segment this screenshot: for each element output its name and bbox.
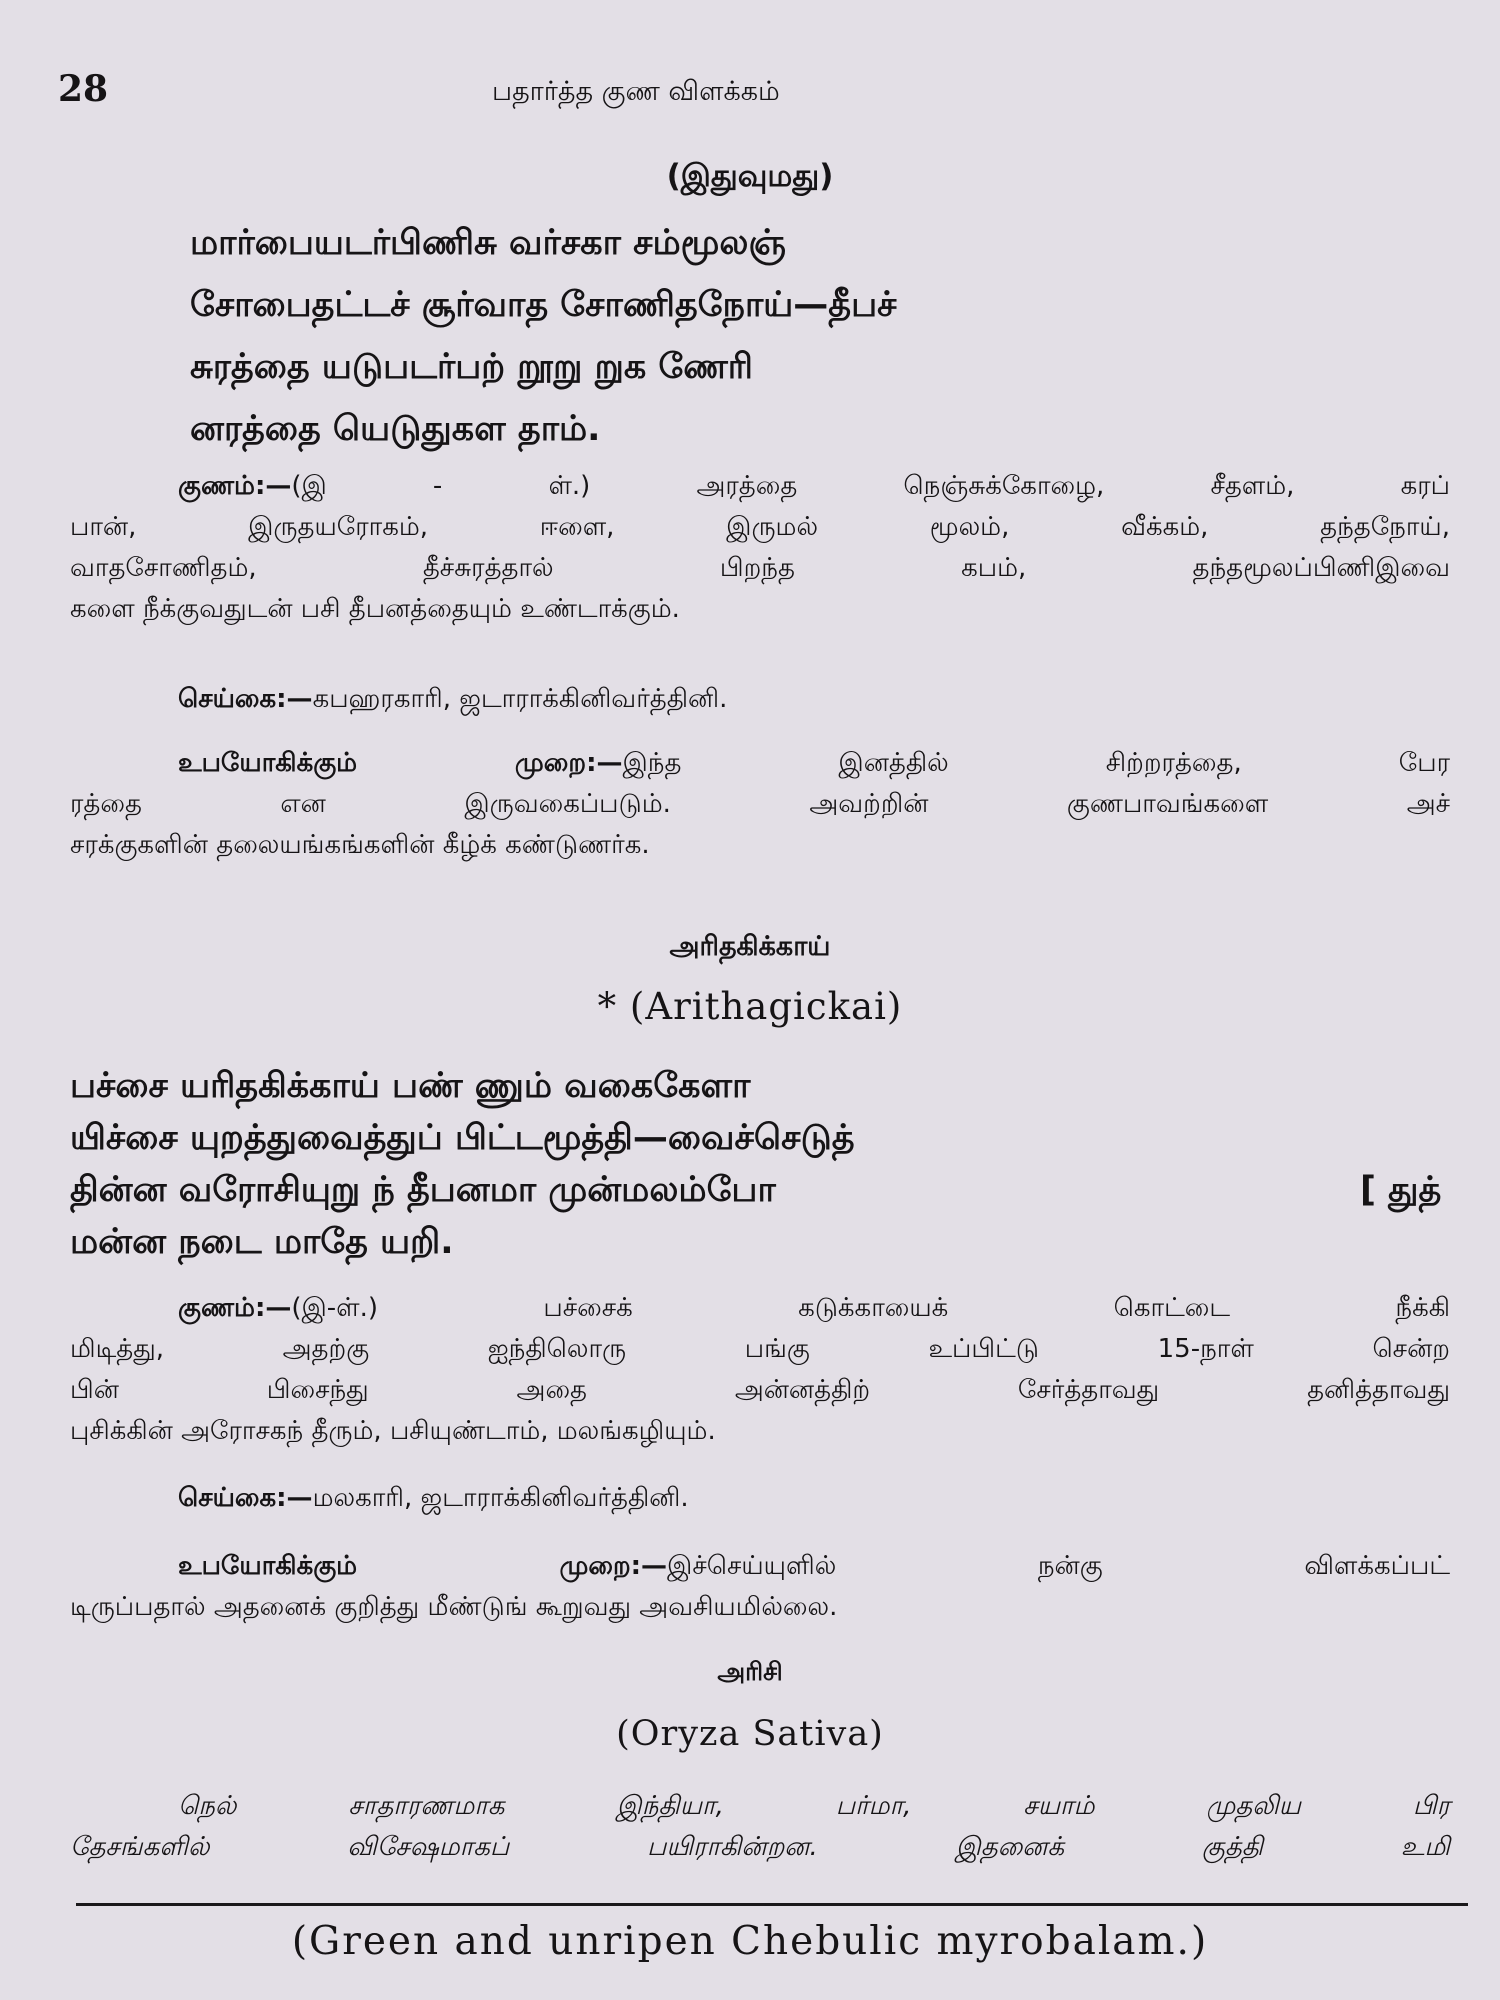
page-number: 28 — [58, 68, 109, 110]
paragraph-line: களை நீக்குவதுடன் பசி தீபனத்தையும் உண்டாக்கும். — [70, 594, 680, 624]
seykai-paragraph-1 — [70, 679, 1450, 720]
guna-label: குணம்:— — [178, 471, 292, 501]
paragraph-line: வாதசோணிதம், தீச்சுரத்தால் பிறந்த கபம், தந்தமூலப்பிணிஇவை — [70, 553, 1450, 583]
running-title: பதார்த்த குண விளக்கம் — [492, 76, 780, 107]
section-title-english: * (Arithagickai) — [597, 985, 903, 1028]
paragraph-line: டிருப்பதால் அதனைக் குறித்து மீண்டுங் கூறுவது அவசியமில்லை. — [70, 1592, 838, 1622]
paragraph-line: செய்கை:—கபஹரகாரி, ஜடாராக்கினிவர்த்தினி. — [178, 684, 728, 714]
guna-label: குணம்:— — [178, 1293, 292, 1323]
seykai-label: செய்கை:— — [178, 684, 313, 714]
verse-line: னரத்தை யெடுதுகள தாம். — [190, 409, 601, 449]
paragraph-line: உபயோகிக்கும் முறை:—இச்செய்யுளில் நன்கு விளக்கப்பட் — [178, 1551, 1451, 1581]
verse-line: மன்ன நடை மாதே யறி. — [70, 1222, 454, 1262]
seykai-paragraph-2 — [70, 1478, 1450, 1519]
paragraph-line: சரக்குகளின் தலையங்கங்களின் கீழ்க் கண்டுணர்க. — [70, 830, 650, 860]
guna-paragraph-1 — [70, 466, 1450, 630]
paragraph-line: நெல் சாதாரணமாக இந்தியா, பர்மா, சயாம் முதலிய பிர — [178, 1791, 1450, 1821]
verse-line: மார்பையடர்பிணிசு வர்சகா சம்மூலஞ் — [190, 223, 787, 263]
paragraph-line: புசிக்கின் அரோசகந் தீரும், பசியுண்டாம், மலங்கழியும். — [70, 1416, 716, 1446]
upayogam-label: உபயோகிக்கும் முறை:— — [178, 1551, 668, 1581]
footnote: (Green and unripen Chebulic myrobalam.) — [291, 1919, 1209, 1964]
section-title-tamil: அரிசி — [717, 1657, 783, 1686]
arisi-paragraph — [70, 1786, 1450, 1868]
paragraph-line: மிடித்து, அதற்கு ஐந்திலொரு பங்கு உப்பிட்டு 15-நாள் சென்ற — [70, 1334, 1450, 1364]
verse-line: யிச்சை யுறத்துவைத்துப் பிட்டமூத்தி—வைச்செடுத் — [70, 1118, 855, 1158]
verse-line: தின்ன வரோசியுறு ந் தீபனமா முன்மலம்போ — [70, 1170, 776, 1210]
verse-line: சோபைதட்டச் சூர்வாத சோணிதநோய்—தீபச் — [190, 285, 897, 325]
footnote-divider — [76, 1903, 1468, 1906]
verse-line: சுரத்தை யடுபடர்பற் றூறு றுக ணேரி — [190, 347, 753, 387]
guna-paragraph-2 — [70, 1288, 1450, 1452]
upayogam-paragraph-2 — [70, 1546, 1450, 1628]
paragraph-line: குணம்:—(இ - ள்.) அரத்தை நெஞ்சுக்கோழை, சீதளம், கரப் — [178, 471, 1450, 501]
verse-block-1 — [190, 212, 897, 460]
section-title-tamil: அரிதகிக்காய் — [669, 931, 831, 962]
seykai-label: செய்கை:— — [178, 1483, 313, 1513]
paragraph-line: உபயோகிக்கும் முறை:—இந்த இனத்தில் சிற்றரத்தை, பேர — [178, 748, 1450, 778]
paragraph-line: ரத்தை என இருவகைப்படும். அவற்றின் குணபாவங்களை அச் — [70, 789, 1450, 819]
verse-continuation: [ துத் — [1360, 1170, 1442, 1210]
section-title-english: (Oryza Sativa) — [616, 1714, 884, 1754]
paragraph-line: பின் பிசைந்து அதை அன்னத்திற் சேர்த்தாவது தனித்தாவது — [70, 1375, 1450, 1405]
verse-line: பச்சை யரிதகிக்காய் பண் ணும் வகைகேளா — [70, 1066, 751, 1106]
paragraph-line: குணம்:—(இ-ள்.) பச்சைக் கடுக்காயைக் கொட்டை நீக்கி — [178, 1293, 1450, 1323]
verse-block-2 — [70, 1060, 1442, 1268]
paragraph-line: பான், இருதயரோகம், ஈளை, இருமல் மூலம், வீக்கம், தந்தநோய், — [70, 512, 1450, 542]
upayogam-paragraph-1 — [70, 743, 1450, 866]
paragraph-line: செய்கை:—மலகாரி, ஜடாராக்கினிவர்த்தினி. — [178, 1483, 689, 1513]
upayogam-label: உபயோகிக்கும் முறை:— — [178, 748, 623, 778]
verse-heading: (இதுவுமது) — [666, 158, 834, 194]
paragraph-line: தேசங்களில் விசேஷமாகப் பயிராகின்றன. இதனைக் குத்தி உமி — [70, 1832, 1450, 1862]
